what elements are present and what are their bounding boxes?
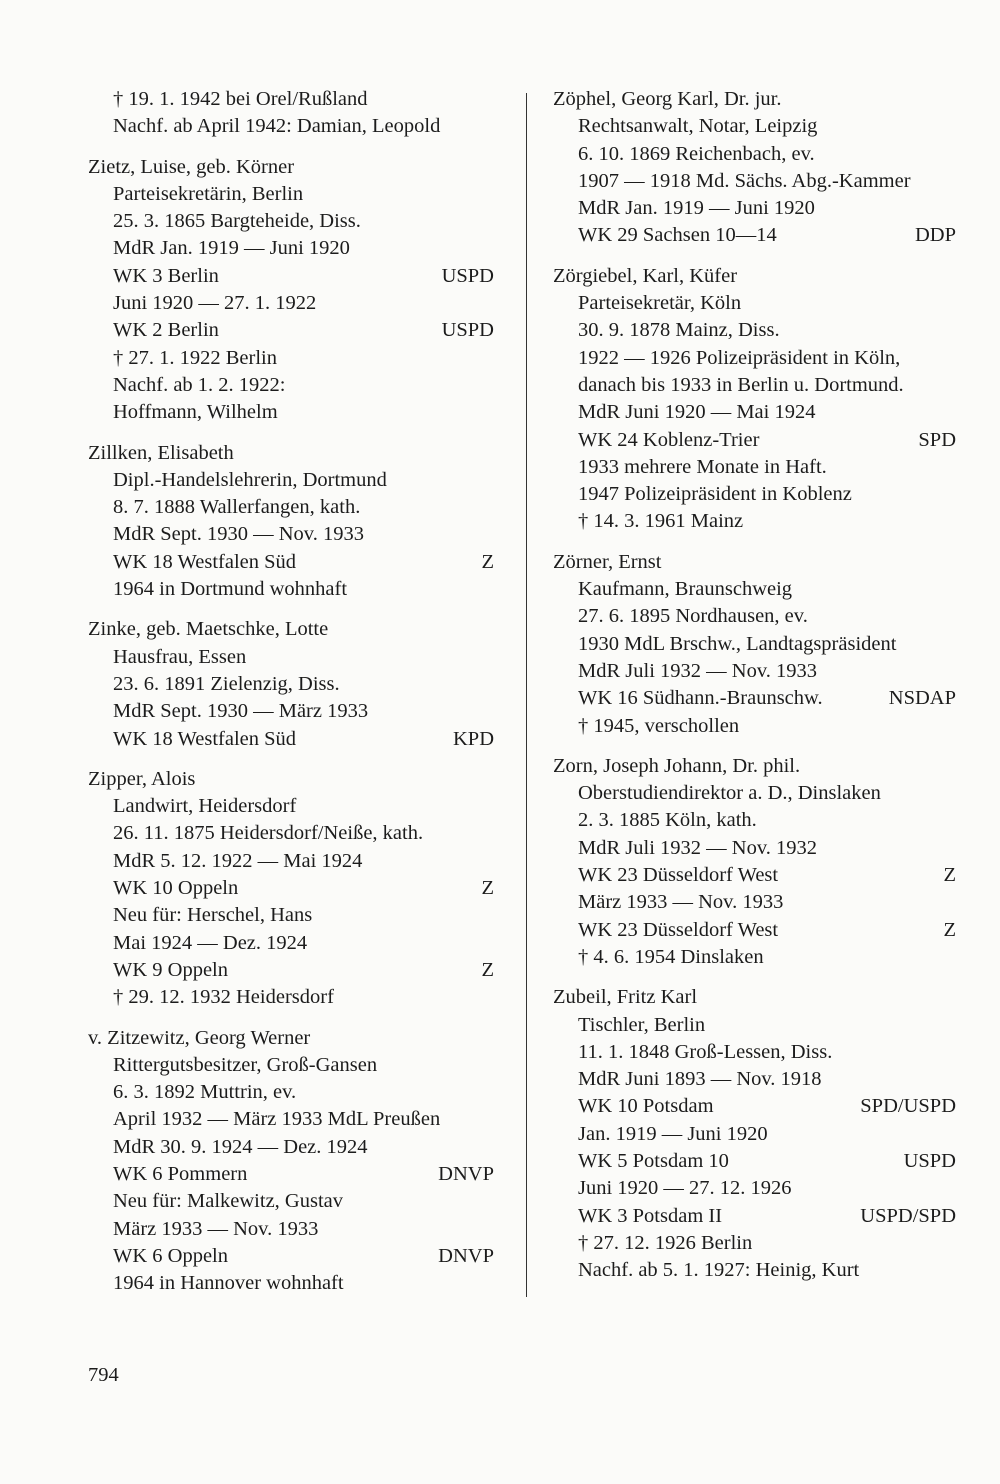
entry-line: [553, 1121, 956, 1148]
entry-line: [553, 399, 956, 426]
entry-name: [88, 616, 494, 643]
line-text: WK 5 Potsdam 10: [578, 1149, 729, 1172]
entry-line: [553, 1066, 956, 1093]
line-text: WK 23 Düsseldorf West: [578, 918, 779, 941]
entry-line: [553, 713, 956, 740]
line-text: 6. 3. 1892 Muttrin, ev.: [113, 1081, 297, 1104]
line-text: Mai 1924 — Dez. 1924: [113, 931, 308, 954]
line-text: Oberstudiendirektor a. D., Dinslaken: [578, 782, 881, 805]
entry-line: [553, 658, 956, 685]
entry-line: [88, 984, 494, 1011]
entry-line: [553, 1175, 956, 1202]
right-column: [553, 86, 956, 1297]
line-text: 6. 10. 1869 Reichenbach, ev.: [578, 142, 815, 165]
entry-line: [553, 685, 956, 712]
entry-line: [88, 290, 494, 317]
biography-entry: [88, 86, 494, 141]
line-text: WK 23 Düsseldorf West: [578, 864, 779, 887]
line-text: Zörgiebel, Karl, Küfer: [553, 264, 738, 287]
line-text: WK 6 Oppeln: [113, 1244, 229, 1267]
left-column: [88, 86, 494, 1310]
line-text: 11. 1. 1848 Groß-Lessen, Diss.: [578, 1040, 833, 1063]
line-text: Juni 1920 — 27. 1. 1922: [113, 292, 317, 315]
line-text: WK 9 Oppeln: [113, 958, 229, 981]
entry-name: [88, 440, 494, 467]
entry-line: [553, 1203, 956, 1230]
line-text: Kaufmann, Braunschweig: [578, 578, 793, 601]
biography-entry: [553, 549, 956, 740]
line-text: MdR 30. 9. 1924 — Dez. 1924: [113, 1135, 368, 1158]
entry-line: [553, 290, 956, 317]
party-label: USPD: [441, 319, 494, 342]
entry-name: [88, 766, 494, 793]
line-text: 1930 MdL Brschw., Landtagspräsident: [578, 632, 897, 655]
entry-name: [88, 86, 494, 113]
party-label: Z: [943, 918, 956, 941]
entry-line: [553, 454, 956, 481]
entry-line: [553, 141, 956, 168]
line-text: Juni 1920 — 27. 12. 1926: [578, 1177, 792, 1200]
biography-entry: [88, 154, 494, 427]
biography-entry: [88, 766, 494, 1012]
party-label: NSDAP: [888, 687, 956, 710]
line-text: v. Zitzewitz, Georg Werner: [88, 1026, 311, 1049]
entry-line: [88, 208, 494, 235]
entry-line: [553, 222, 956, 249]
line-text: Zorn, Joseph Johann, Dr. phil.: [553, 754, 801, 777]
line-text: Neu für: Malkewitz, Gustav: [113, 1190, 343, 1213]
line-text: MdR 5. 12. 1922 — Mai 1924: [113, 849, 363, 872]
line-text: MdR Jan. 1919 — Juni 1920: [578, 197, 815, 220]
line-text: WK 24 Koblenz-Trier: [578, 428, 760, 451]
line-text: Nachf. ab April 1942: Damian, Leopold: [113, 115, 441, 138]
entry-line: [553, 1148, 956, 1175]
entry-line: [553, 195, 956, 222]
entry-line: [88, 1188, 494, 1215]
line-text: MdR Juni 1920 — Mai 1924: [578, 401, 816, 424]
line-text: † 29. 12. 1932 Heidersdorf: [113, 986, 334, 1009]
line-text: WK 2 Berlin: [113, 319, 219, 342]
line-text: Landwirt, Heidersdorf: [113, 795, 297, 818]
entry-line: [88, 726, 494, 753]
page-number: 794: [88, 1364, 119, 1386]
line-text: WK 3 Berlin: [113, 264, 219, 287]
entry-line: [88, 793, 494, 820]
line-text: † 19. 1. 1942 bei Orel/Rußland: [113, 88, 368, 110]
entry-line: [88, 644, 494, 671]
line-text: Rittergutsbesitzer, Groß-Gansen: [113, 1053, 378, 1076]
entry-line: [88, 902, 494, 929]
party-label: DNVP: [438, 1162, 494, 1185]
line-text: Zinke, geb. Maetschke, Lotte: [88, 618, 329, 641]
line-text: Hausfrau, Essen: [113, 645, 247, 668]
entry-line: [553, 508, 956, 535]
party-label: Z: [481, 550, 494, 573]
entry-line: [553, 427, 956, 454]
line-text: 1907 — 1918 Md. Sächs. Abg.-Kammer: [578, 169, 911, 192]
entry-name: [553, 549, 956, 576]
line-text: WK 10 Oppeln: [113, 877, 239, 900]
party-label: USPD: [441, 264, 494, 287]
line-text: Zillken, Elisabeth: [88, 441, 234, 464]
line-text: Zipper, Alois: [88, 767, 196, 790]
line-text: † 1945, verschollen: [578, 714, 740, 737]
entry-line: [553, 862, 956, 889]
entry-line: [88, 1161, 494, 1188]
line-text: Dipl.-Handelslehrerin, Dortmund: [113, 468, 387, 491]
entry-line: [553, 168, 956, 195]
biography-entry: [88, 616, 494, 752]
line-text: Zubeil, Fritz Karl: [553, 986, 698, 1009]
entry-line: [553, 1257, 956, 1284]
party-label: DNVP: [438, 1244, 494, 1267]
line-text: † 4. 6. 1954 Dinslaken: [578, 945, 764, 968]
party-label: Z: [481, 877, 494, 900]
entry-name: [88, 1025, 494, 1052]
entry-line: [88, 930, 494, 957]
biography-entry: [88, 440, 494, 604]
party-label: Z: [481, 958, 494, 981]
entry-line: [88, 1270, 494, 1297]
entry-line: [88, 1079, 494, 1106]
entry-line: [553, 1039, 956, 1066]
party-label: SPD/USPD: [860, 1095, 956, 1118]
line-text: MdR Juli 1932 — Nov. 1933: [578, 659, 817, 682]
line-text: Zietz, Luise, geb. Körner: [88, 155, 295, 178]
line-text: danach bis 1933 in Berlin u. Dortmund.: [578, 373, 904, 396]
line-text: WK 18 Westfalen Süd: [113, 550, 297, 573]
line-text: 1922 — 1926 Polizeipräsident in Köln,: [578, 346, 901, 369]
entry-line: [553, 481, 956, 508]
entry-line: [88, 671, 494, 698]
line-text: MdR Sept. 1930 — Nov. 1933: [113, 523, 364, 546]
line-text: Rechtsanwalt, Notar, Leipzig: [578, 115, 818, 138]
biography-entry: [553, 263, 956, 536]
entry-line: [88, 467, 494, 494]
party-label: SPD: [918, 428, 956, 451]
line-text: 26. 11. 1875 Heidersdorf/Neiße, kath.: [113, 822, 424, 845]
line-text: Zörner, Ernst: [553, 550, 662, 573]
line-text: 1933 mehrere Monate in Haft.: [578, 455, 827, 478]
line-text: MdR Juli 1932 — Nov. 1932: [578, 836, 817, 859]
entry-line: [88, 494, 494, 521]
line-text: Nachf. ab 5. 1. 1927: Heinig, Kurt: [578, 1259, 860, 1282]
entry-line: [88, 848, 494, 875]
entry-line: [88, 875, 494, 902]
entry-line: [553, 944, 956, 971]
biography-entry: [553, 753, 956, 971]
entry-line: [88, 957, 494, 984]
line-text: Neu für: Herschel, Hans: [113, 904, 313, 927]
line-text: † 27. 12. 1926 Berlin: [578, 1231, 753, 1254]
line-text: MdR Sept. 1930 — März 1933: [113, 700, 369, 723]
entry-line: [88, 521, 494, 548]
entry-line: [553, 113, 956, 140]
entry-line: [88, 576, 494, 603]
entry-line: [553, 1012, 956, 1039]
line-text: Tischler, Berlin: [578, 1013, 706, 1036]
line-text: 1964 in Hannover wohnhaft: [113, 1272, 344, 1295]
entry-line: [88, 820, 494, 847]
line-text: 30. 9. 1878 Mainz, Diss.: [578, 319, 780, 342]
line-text: 8. 7. 1888 Wallerfangen, kath.: [113, 496, 361, 519]
entry-line: [88, 317, 494, 344]
line-text: Jan. 1919 — Juni 1920: [578, 1122, 768, 1145]
party-label: USPD/SPD: [860, 1204, 956, 1227]
line-text: März 1933 — Nov. 1933: [113, 1217, 319, 1240]
line-text: 1964 in Dortmund wohnhaft: [113, 578, 348, 601]
party-label: USPD: [903, 1149, 956, 1172]
entry-line: [88, 372, 494, 399]
entry-line: [553, 372, 956, 399]
entry-line: [553, 603, 956, 630]
entry-name: [553, 984, 956, 1011]
line-text: WK 6 Pommern: [113, 1162, 248, 1185]
entry-line: [88, 549, 494, 576]
line-text: † 14. 3. 1961 Mainz: [578, 510, 744, 533]
line-text: WK 16 Südhann.-Braunschw.: [578, 687, 823, 710]
entry-line: [553, 1230, 956, 1257]
entry-line: [553, 889, 956, 916]
line-text: WK 3 Potsdam II: [578, 1204, 723, 1227]
entry-line: [88, 1052, 494, 1079]
entry-name: [88, 154, 494, 181]
line-text: Parteisekretär, Köln: [578, 292, 742, 315]
line-text: 25. 3. 1865 Bargteheide, Diss.: [113, 210, 361, 233]
line-text: 23. 6. 1891 Zielenzig, Diss.: [113, 672, 340, 695]
line-text: WK 10 Potsdam: [578, 1095, 714, 1118]
entry-line: [553, 1093, 956, 1120]
party-label: KPD: [452, 727, 494, 750]
entry-name: [553, 86, 956, 113]
line-text: WK 29 Sachsen 10—14: [578, 224, 777, 247]
biography-entry: [553, 86, 956, 250]
column-divider: [526, 93, 527, 1297]
line-text: 27. 6. 1895 Nordhausen, ev.: [578, 605, 808, 628]
entry-line: [553, 917, 956, 944]
line-text: 2. 3. 1885 Köln, kath.: [578, 809, 757, 832]
entry-line: [88, 181, 494, 208]
line-text: April 1932 — März 1933 MdL Preußen: [113, 1108, 441, 1131]
entry-line: [88, 263, 494, 290]
line-text: WK 18 Westfalen Süd: [113, 727, 297, 750]
entry-line: [88, 698, 494, 725]
entry-line: [553, 631, 956, 658]
entry-line: [553, 835, 956, 862]
line-text: † 27. 1. 1922 Berlin: [113, 346, 277, 369]
entry-line: [88, 1216, 494, 1243]
party-label: Z: [943, 864, 956, 887]
entry-line: [553, 345, 956, 372]
entry-name: [553, 263, 956, 290]
entry-line: [88, 1106, 494, 1133]
line-text: Zöphel, Georg Karl, Dr. jur.: [553, 88, 782, 110]
entry-name: [553, 753, 956, 780]
entry-line: [553, 807, 956, 834]
entry-line: [553, 780, 956, 807]
biography-entry: [88, 1025, 494, 1298]
line-text: März 1933 — Nov. 1933: [578, 891, 784, 914]
line-text: Hoffmann, Wilhelm: [113, 401, 278, 424]
line-text: Nachf. ab 1. 2. 1922:: [113, 373, 286, 396]
entry-line: [88, 345, 494, 372]
entry-line: [88, 399, 494, 426]
line-text: 1947 Polizeipräsident in Koblenz: [578, 483, 852, 506]
line-text: MdR Juni 1893 — Nov. 1918: [578, 1068, 822, 1091]
entry-line: [88, 235, 494, 262]
biography-entry: [553, 984, 956, 1284]
entry-line: [553, 317, 956, 344]
line-text: MdR Jan. 1919 — Juni 1920: [113, 237, 350, 260]
line-text: Parteisekretärin, Berlin: [113, 182, 304, 205]
entry-line: [88, 1243, 494, 1270]
party-label: DDP: [914, 224, 956, 247]
entry-line: [88, 113, 494, 140]
entry-line: [88, 1134, 494, 1161]
entry-line: [553, 576, 956, 603]
